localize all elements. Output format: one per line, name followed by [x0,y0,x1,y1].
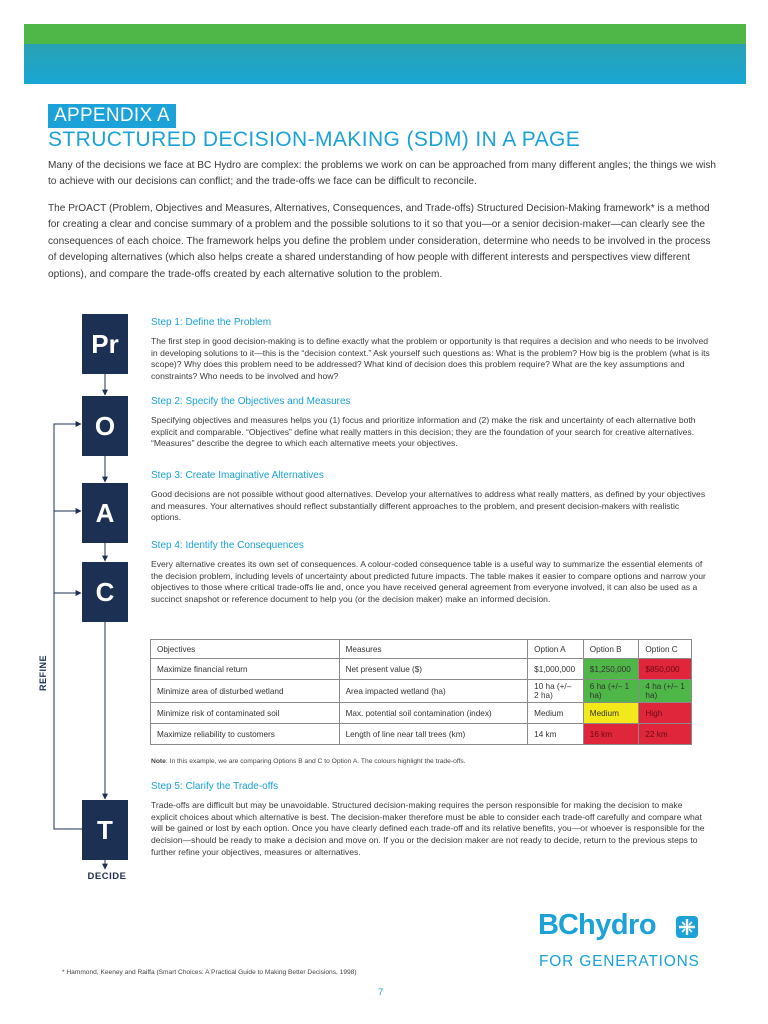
step-box-objectives: O [82,396,128,456]
step-3-title: Step 3: Create Imaginative Alternatives [151,470,324,481]
table-cell: Max. potential soil contamination (index) [339,703,528,724]
bc-hydro-mark-icon [676,916,698,938]
table-header: Measures [339,640,528,659]
table-cell: Net present value ($) [339,659,528,680]
step-1-body: The first step in good decision-making is to define exactly what the problem or opportunity is that requires a decision and who needs to be involved in developing solutions to it—this is the “decision context.” Ask yourself such questions as: What is the problem? How big is the problem (what is its scope)? Why does this problem need to be addressed? What kind of decision does this problem require? What are the key assumptions and constraints? Who needs to be involved and how? [151,336,710,382]
step-box-problem: Pr [82,314,128,374]
step-2-body: Specifying objectives and measures helps you (1) focus and prioritize information and (2) make the risk and uncertainty of each alternative both explicit and comparable. “Objectives” define what really matters in this decision; they are the foundation of your search for creative alternatives. “Measures” describe the degree to which each alternative meets your objectives. [151,415,696,449]
logo-hydro-text: hydro [578,909,657,941]
table-cell: 14 km [528,724,584,745]
table-note [151,758,466,765]
table-row [151,724,692,745]
table-header: Option C [639,640,692,659]
table-cell: Maximize reliability to customers [151,724,340,745]
table-header: Objectives [151,640,340,659]
table-row [151,703,692,724]
step-1-title: Step 1: Define the Problem [151,317,272,328]
decide-label: DECIDE [87,871,127,882]
table-cell: Maximize financial return [151,659,340,680]
step-5-title: Step 5: Clarify the Trade-offs [151,781,279,792]
step-5-body: Trade-offs are difficult but may be unavoidable. Structured decision-making requires the person responsible for making the decision to make explicit choices about which alternative is best. The decision-maker therefore must be able to consider each trade-off carefully and compare what will be gained or lost by each option. Once you have clearly defined each trade-off and its relative benefits, you—or whoever is responsible for the decision—should be ready to make a decision and move on. If you or the decision maker are not ready to decide, return to the previous steps to further refine your objectives, measures or alternatives. [151,800,705,857]
table-note-label: Note [151,758,166,765]
appendix-label: APPENDIX A [48,104,176,128]
table-cell: Medium [528,703,584,724]
table-header-row [151,640,692,659]
table-header: Option A [528,640,584,659]
step-4-body: Every alternative creates its own set of consequences. A colour-coded consequence table is a useful way to summarize the essential elements of the decision problem, including levels of uncertainty about predicted future impacts. The table makes it easier to compare options and narrow your objectives to those where critical trade-offs lie and, once you have received general agreement from everyone involved, it can also be used as a succinct snapshot or reference document to help you (or the decision maker) make an informed decision. [151,559,706,605]
table-cell-red: 22 km [639,724,692,745]
refine-label: REFINE [38,655,48,692]
step-2-title: Step 2: Specify the Objectives and Measures [151,396,351,407]
step-box-alternatives: A [82,483,128,543]
refine-loop [54,424,82,829]
consequence-table [150,639,692,745]
bc-hydro-logo [538,905,708,975]
table-cell-green: $1,250,000 [583,659,639,680]
step-box-consequences: C [82,562,128,622]
intro-paragraph-1: Many of the decisions we face at BC Hydro are complex: the problems we work on can be approached from many different angles; the things we wish to achieve with our decisions can conflict; and the trade-offs we face can be difficult to reconcile. [48,160,717,188]
step-4-title: Step 4: Identify the Consequences [151,540,304,551]
table-cell-green: 6 ha (+/– 1 ha) [583,680,639,703]
table-cell: Length of line near tall trees (km) [339,724,528,745]
logo-bc-text: BC [538,909,578,941]
footnote: * Hammond, Keeney and Raiffa (Smart Choices: A Practical Guide to Making Better Decisions, 1998) [62,969,357,976]
intro-paragraph-2: The PrOACT (Problem, Objectives and Measures, Alternatives, Consequences, and Trade-offs) Structured Decision-Making framework* is a method for creating a clear and concise summary of a problem and the possible solutions to it so that you—or a senior decision-maker—can clearly see the consequences of each choice. The framework helps you define the problem under consideration, determine who needs to be involved in the process of developing alternatives (which also helps create a shared understanding of how people with different interests and perspectives view different options), and compare the trade-offs created by each alternative solution to the problem. [48,203,711,280]
table-row [151,680,692,703]
step-3-body: Good decisions are not possible without good alternatives. Develop your alternatives to address what really matters, as defined by your objectives and measures. Your alternatives should reflect substantially different approaches to the problem, and present decision-makers with realistic options. [151,489,706,523]
step-box-tradeoffs: T [82,800,128,860]
table-cell: Minimize area of disturbed wetland [151,680,340,703]
table-cell: $1,000,000 [528,659,584,680]
table-cell-red: High [639,703,692,724]
page-number: 7 [378,987,384,998]
table-cell-red: 16 km [583,724,639,745]
table-header: Option B [583,640,639,659]
page-title: STRUCTURED DECISION-MAKING (SDM) IN A PAGE [48,128,581,151]
table-cell: Area impacted wetland (ha) [339,680,528,703]
table-cell: 10 ha (+/– 2 ha) [528,680,584,703]
table-cell-red: $850,000 [639,659,692,680]
table-note-text: : In this example, we are comparing Options B and C to Option A. The colours highlight the trade-offs. [165,758,466,765]
table-cell-green: 4 ha (+/– 1 ha) [639,680,692,703]
table-cell-yellow: Medium [583,703,639,724]
table-row [151,659,692,680]
logo-tagline: FOR GENERATIONS [539,953,700,970]
table-cell: Minimize risk of contaminated soil [151,703,340,724]
